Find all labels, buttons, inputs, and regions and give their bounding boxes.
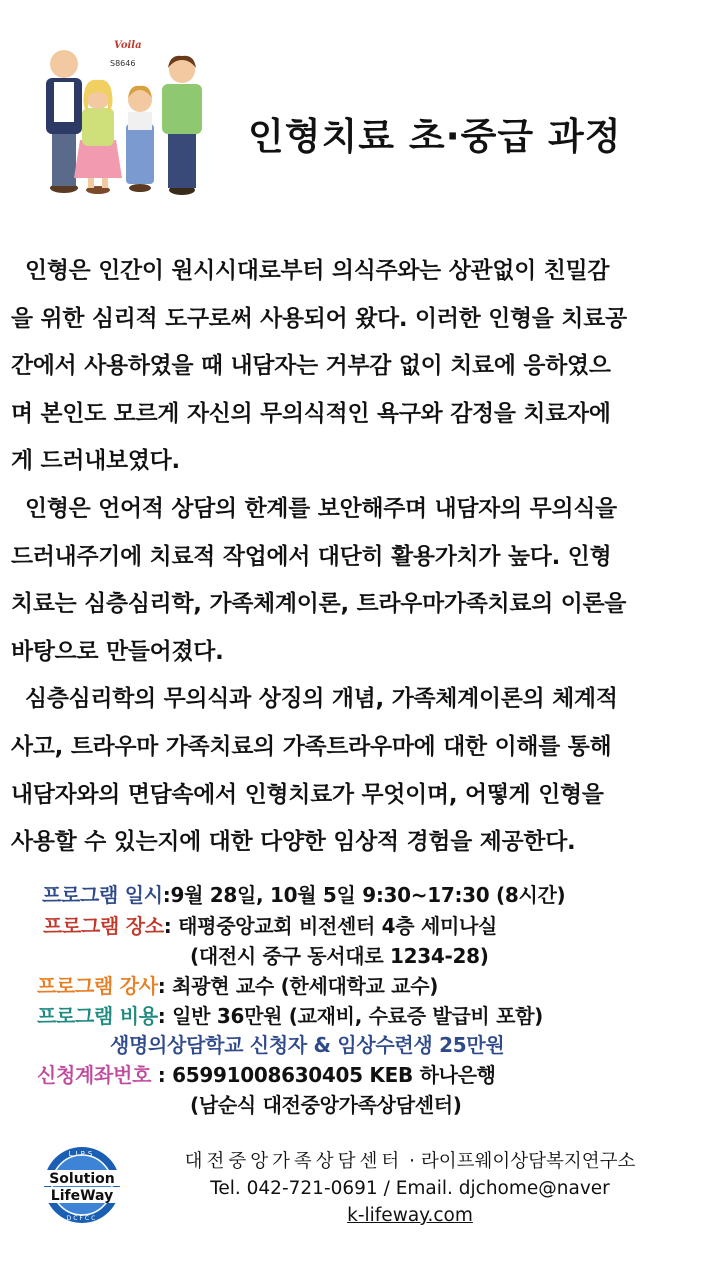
paragraph-line: 게 드러내보였다.	[11, 448, 180, 475]
description-text	[11, 248, 711, 867]
paragraph-line: 인형은 인간이 원시시대로부터 의식주와는 상관없이 친밀감	[25, 258, 610, 284]
program-place-value: : 태평중앙교회 비전센터 4층 세미나실	[163, 914, 498, 938]
product-code-text: S8646	[110, 59, 136, 68]
footer-phone-email: Tel. 042-721-0691 / Email. djchome@naver	[210, 1178, 610, 1199]
program-cost-row	[37, 1000, 543, 1029]
paragraph-line: 사용할 수 있는지에 대한 다양한 임상적 경험을 제공한다.	[11, 829, 576, 856]
son-doll	[126, 86, 154, 192]
program-lecturer-label: 프로그램 강사	[37, 974, 158, 998]
program-date-label: 프로그램 일시	[42, 883, 163, 907]
page-title: 인형치료 초·중급 과정	[248, 115, 622, 158]
brand-logo-text: Voila	[114, 40, 142, 51]
paragraph-line: 내담자와의 면담속에서 인형치료가 무엇이며, 어떻게 인형을	[11, 781, 604, 808]
logo-ring-top-text: LIPS	[68, 1150, 96, 1158]
doll-family-image	[22, 28, 222, 200]
paragraph-line: 사고, 트라우마 가족치료의 가족트라우마에 대한 이해를 통해	[11, 733, 612, 760]
program-date-row	[42, 879, 565, 908]
paragraph-line: 치료는 심층심리학, 가족체계이론, 트라우마가족치료의 이론을	[11, 591, 627, 618]
solution-lifeway-logo	[28, 1144, 136, 1226]
program-lecturer-value: : 최광현 교수 (한세대학교 교수)	[157, 974, 439, 998]
footer-institute-name: · 라이프웨이상담복지연구소	[403, 1151, 636, 1172]
program-cost-value: : 일반 36만원 (교재비, 수료증 발급비 포함)	[157, 1004, 543, 1028]
footer-organization	[140, 1148, 680, 1175]
logo-line1-text: Solution	[49, 1171, 115, 1187]
paragraph-line: 바탕으로 만들어졌다.	[11, 638, 224, 665]
program-account-value: : 65991008630405 KEB 하나은행	[151, 1063, 496, 1087]
program-date-value: :9월 28일, 10월 5일 9:30~17:30 (8시간)	[162, 883, 566, 907]
program-account-holder: (남순식 대전중앙가족상담센터)	[190, 1093, 462, 1117]
footer-center-name: 대전중앙가족상담센터	[184, 1151, 404, 1172]
paragraph-line: 심층심리학의 무의식과 상징의 개념, 가족체계이론의 체계적	[25, 686, 618, 713]
program-cost-label: 프로그램 비용	[37, 1004, 158, 1028]
footer-website-link[interactable]: k-lifeway.com	[347, 1205, 473, 1226]
program-place-address: (대전시 중구 동서대로 1234-28)	[190, 944, 489, 968]
paragraph-line: 며 본인도 모르게 자신의 무의식적인 욕구와 감정을 치료자에	[11, 400, 611, 427]
program-cost-discount: 생명의상담학교 신청자 & 임상수련생 25만원	[110, 1033, 505, 1057]
paragraph-line: 드러내주기에 치료적 작업에서 대단히 활용가치가 높다. 인형	[11, 543, 612, 570]
logo-ring-bottom-text: DCFCC	[66, 1215, 98, 1222]
program-lecturer-row	[37, 970, 438, 999]
logo-line2-text: LifeWay	[50, 1188, 114, 1204]
program-place-row	[43, 910, 497, 939]
paragraph-line: 간에서 사용하였을 때 내담자는 거부감 없이 치료에 응하였으	[11, 353, 611, 380]
program-account-row	[37, 1059, 496, 1088]
footer-contact	[140, 1148, 680, 1229]
brother-doll	[162, 56, 202, 195]
program-account-label: 신청계좌번호	[37, 1063, 152, 1087]
paragraph-line: 을 위한 심리적 도구로써 사용되어 왔다. 이러한 인형을 치료공	[11, 305, 627, 332]
program-place-label: 프로그램 장소	[43, 914, 164, 938]
paragraph-line: 인형은 언어적 상담의 한계를 보안해주며 내담자의 무의식을	[25, 495, 617, 522]
